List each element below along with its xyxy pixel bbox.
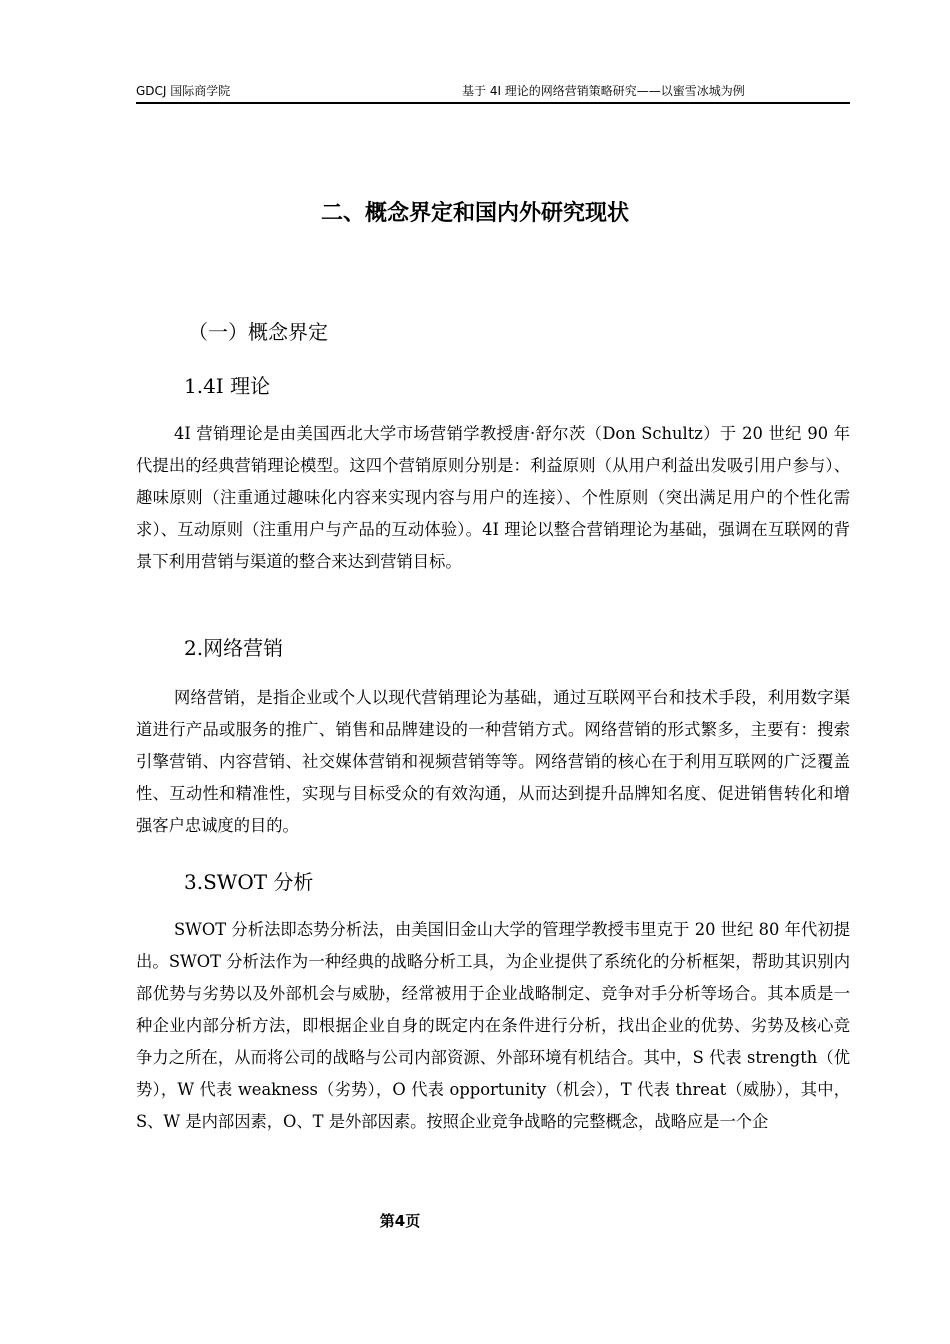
chapter-title: 二、概念界定和国内外研究现状 [320,201,629,226]
subsection-title-swot: 3.SWOT 分析 [184,870,314,894]
paragraph-swot: SWOT 分析法即态势分析法，由美国旧金山大学的管理学教授韦里克于 20 世纪 80 年代初提出。SWOT 分析法作为一种经典的战略分析工具，为企业提供了系统化的分析框架，帮助其识别内部优势与劣势以及外部机会与威胁，经常被用于企业战略制定、竞争对手分析等场合。其本质是一种企业内部分析方法，即根据企业自身的既定内在条件进行分析，找出企业的优势、劣势及核心竞争力之所在，从而将公司的战略与公司内部资源、外部环境有机结合。其中，S 代表 strength（优势），W 代表 weakness（劣势），O 代表 opportunity（机会），T 代表 threat（威胁），其中，S、W 是内部因素，O、T 是外部因素。按照企业竞争战略的完整概念，战略应是一个企 [136,920,850,1131]
paragraph-4i-theory: 4I 营销理论是由美国西北大学市场营销学教授唐·舒尔茨（Don Schultz）于 20 世纪 90 年代提出的经典营销理论模型。这四个营销原则分别是：利益原则（从用户利益出发吸引用户参与）、趣味原则（注重通过趣味化内容来实现内容与用户的连接）、个性原则（突出满足用户的个性化需求）、互动原则（注重用户与产品的互动体验）。4I 理论以整合营销理论为基础，强调在互联网的背景下利用营销与渠道的整合来达到营销目标。 [136,424,850,571]
subsection-title-4i-theory: 1.4I 理论 [184,374,271,398]
paragraph-network-marketing: 网络营销，是指企业或个人以现代营销理论为基础，通过互联网平台和技术手段，利用数字渠道进行产品或服务的推广、销售和品牌建设的一种营销方式。网络营销的形式繁多，主要有：搜索引擎营销、内容营销、社交媒体营销和视频营销等等。网络营销的核心在于利用互联网的广泛覆盖性、互动性和精准性，实现与目标受众的有效沟通，从而达到提升品牌知名度、促进销售转化和增强客户忠诚度的目的。 [136,688,850,835]
page-header [136,80,850,104]
section-title: （一）概念界定 [188,320,328,344]
header-institution: GDCJ 国际商学院 [136,84,231,98]
page-number: 第4页 [379,1212,421,1230]
subsection-title-network-marketing: 2.网络营销 [184,636,284,660]
header-paper-title: 基于 4I 理论的网络营销策略研究——以蜜雪冰城为例 [462,84,745,98]
